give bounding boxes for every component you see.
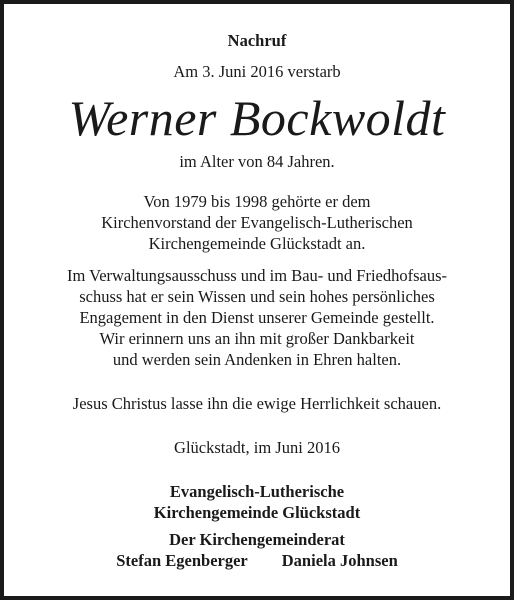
paragraph1-line: Kirchenvorstand der Evangelisch-Lutherischen [101, 213, 413, 232]
congregation-line: Kirchengemeinde Glückstadt [153, 503, 361, 522]
paragraph2-line: und werden sein Andenken in Ehren halten. [112, 350, 402, 369]
blessing-line: Jesus Christus lasse ihn die ewige Herrlichkeit schauen. [72, 394, 442, 413]
paragraph2-line: Wir erinnern uns an ihn mit großer Dankbarkeit [99, 329, 415, 348]
death-date-line: Am 3. Juni 2016 verstarb [173, 62, 341, 81]
signer-name: Stefan Egenberger [116, 551, 248, 570]
deceased-name: Werner Bockwoldt [68, 90, 446, 146]
signer-name: Daniela Johnsen [281, 551, 398, 570]
paragraph2-line: Im Verwaltungsausschuss und im Bau- und Friedhofsaus- [66, 266, 448, 285]
age-line: im Alter von 84 Jahren. [179, 152, 335, 171]
paragraph2-line: Engagement in den Dienst unserer Gemeinde gestellt. [79, 308, 435, 327]
paragraph1-line: Von 1979 bis 1998 gehörte er dem [143, 192, 371, 211]
signers-row [0, 551, 514, 571]
paragraph2-line: schuss hat er sein Wissen und sein hohes persönliches [79, 287, 435, 306]
place-date-line: Glückstadt, im Juni 2016 [174, 438, 340, 457]
paragraph1-line: Kirchengemeinde Glückstadt an. [148, 234, 366, 253]
council-line: Der Kirchengemeinderat [169, 530, 345, 549]
congregation-line: Evangelisch-Lutherische [169, 482, 345, 501]
obituary-heading: Nachruf [227, 31, 287, 50]
